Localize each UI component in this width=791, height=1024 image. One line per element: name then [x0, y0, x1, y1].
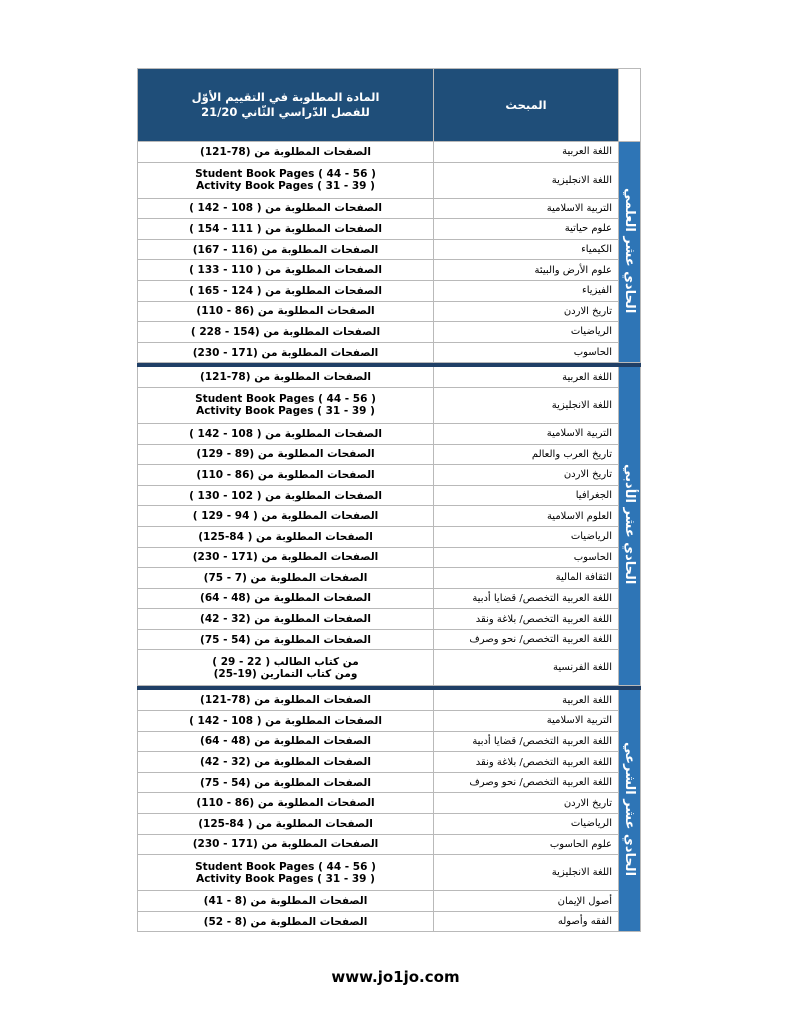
subject-cell: الحاسوب — [434, 342, 619, 363]
required-pages-text: الصفحات المطلوبة من (8 - 41) — [203, 895, 368, 908]
table-row — [138, 162, 641, 198]
website-footer: www.jo1jo.com — [331, 968, 460, 986]
subject-cell: اللغة الفرنسية — [434, 650, 619, 686]
required-pages-cell — [138, 367, 434, 388]
table-row — [138, 568, 641, 589]
table-row — [138, 855, 641, 891]
required-pages-text: ومن كتاب التمارين (19-25) — [213, 667, 358, 680]
required-pages-cell — [138, 444, 434, 465]
table-row — [138, 142, 641, 163]
subject-cell: اللغة العربية التخصص/ قضايا أدبية — [434, 588, 619, 609]
required-pages-text: الصفحات المطلوبة من (154 - 228 ) — [190, 325, 381, 338]
required-pages-cell — [138, 506, 434, 527]
subject-cell: اللغة العربية التخصص/ نحو وصرف — [434, 772, 619, 793]
required-pages-cell — [138, 142, 434, 163]
subject-cell: العلوم الاسلامية — [434, 506, 619, 527]
subject-header: المبحث — [434, 69, 619, 142]
required-pages-text: الصفحات المطلوبة من (86 - 110) — [196, 468, 375, 481]
required-pages-cell — [138, 752, 434, 773]
subject-cell: تاريخ الاردن — [434, 793, 619, 814]
table-row — [138, 280, 641, 301]
subject-cell: الرياضيات — [434, 814, 619, 835]
required-pages-text: Activity Book Pages ( 31 - 39 ) — [196, 872, 375, 885]
subject-cell: اللغة الانجليزية — [434, 387, 619, 423]
subject-cell: الفيزياء — [434, 280, 619, 301]
grade-label: الحادي عشر الشرعي — [622, 741, 637, 876]
required-material-header-line2: للفصل الدّراسي الثّاني 21/20 — [201, 105, 370, 119]
required-pages-text: الصفحات المطلوبة من (116 - 167) — [192, 243, 379, 256]
subject-cell: الفقه وأصوله — [434, 911, 619, 932]
required-pages-cell — [138, 465, 434, 486]
subject-cell: اللغة العربية — [434, 690, 619, 711]
required-pages-text: الصفحات المطلوبة من ( 84-125) — [198, 530, 373, 543]
subject-cell: تاريخ الاردن — [434, 465, 619, 486]
table-row — [138, 260, 641, 281]
required-pages-cell — [138, 387, 434, 423]
required-pages-cell — [138, 239, 434, 260]
required-pages-cell — [138, 609, 434, 630]
required-pages-text: الصفحات المطلوبة من ( 108 - 142 ) — [189, 714, 382, 727]
table-row — [138, 485, 641, 506]
subject-cell: تاريخ الاردن — [434, 301, 619, 322]
required-pages-cell — [138, 711, 434, 732]
table-row — [138, 629, 641, 650]
table-row — [138, 423, 641, 444]
required-pages-cell — [138, 322, 434, 343]
grade-header-blank — [619, 69, 641, 142]
table-row — [138, 650, 641, 686]
required-pages-text: الصفحات المطلوبة من ( 108 - 142 ) — [189, 202, 382, 215]
table-row — [138, 752, 641, 773]
required-pages-text: الصفحات المطلوبة من (86 - 110) — [196, 797, 375, 810]
table-row — [138, 465, 641, 486]
required-material-header-line1: المادة المطلوبة في التقييم الأوّل — [191, 90, 380, 104]
required-pages-cell — [138, 280, 434, 301]
subject-cell: الحاسوب — [434, 547, 619, 568]
required-pages-text: Activity Book Pages ( 31 - 39 ) — [196, 180, 375, 193]
subject-cell: اللغة العربية — [434, 142, 619, 163]
subject-cell: علوم الأرض والبيئة — [434, 260, 619, 281]
required-pages-cell — [138, 526, 434, 547]
required-pages-cell — [138, 731, 434, 752]
required-pages-cell — [138, 588, 434, 609]
required-pages-cell — [138, 772, 434, 793]
required-pages-text: الصفحات المطلوبة من (8 - 52) — [203, 915, 368, 928]
required-pages-cell — [138, 814, 434, 835]
table-row — [138, 690, 641, 711]
table-row — [138, 609, 641, 630]
table-row — [138, 891, 641, 912]
subject-cell: علوم حياتية — [434, 219, 619, 240]
table-row — [138, 301, 641, 322]
required-pages-text: الصفحات المطلوبة من (48 - 64) — [200, 735, 371, 748]
required-pages-text: Student Book Pages ( 44 - 56 ) — [195, 860, 376, 873]
table-header-row — [138, 69, 641, 142]
table-row — [138, 711, 641, 732]
required-pages-text: الصفحات المطلوبة من (171 - 230) — [192, 346, 379, 359]
grade-label-cell — [619, 367, 641, 686]
table-row — [138, 547, 641, 568]
table-row — [138, 772, 641, 793]
required-pages-cell — [138, 834, 434, 855]
table-row — [138, 526, 641, 547]
table-row — [138, 588, 641, 609]
required-pages-text: الصفحات المطلوبة من (78-121) — [200, 694, 371, 707]
grade-label: الحادي عشر العلمي — [622, 187, 637, 313]
required-material-header — [138, 69, 434, 142]
required-pages-text: Activity Book Pages ( 31 - 39 ) — [196, 405, 375, 418]
subject-cell: الجغرافيا — [434, 485, 619, 506]
subject-cell: تاريخ العرب والعالم — [434, 444, 619, 465]
required-pages-text: الصفحات المطلوبة من (171 - 230) — [192, 838, 379, 851]
table-row — [138, 814, 641, 835]
table-row — [138, 444, 641, 465]
subject-cell: الكيمياء — [434, 239, 619, 260]
required-pages-cell — [138, 547, 434, 568]
subject-cell: التربية الاسلامية — [434, 198, 619, 219]
required-pages-cell — [138, 260, 434, 281]
subject-cell: التربية الاسلامية — [434, 711, 619, 732]
required-pages-text: الصفحات المطلوبة من ( 84-125) — [198, 817, 373, 830]
table-row — [138, 387, 641, 423]
required-pages-text: الصفحات المطلوبة من (171 - 230) — [192, 551, 379, 564]
required-pages-text: الصفحات المطلوبة من ( 94 - 129 ) — [192, 510, 379, 523]
subject-cell: أصول الإيمان — [434, 891, 619, 912]
required-pages-text: الصفحات المطلوبة من ( 102 - 130 ) — [189, 489, 382, 502]
subject-cell: اللغة الانجليزية — [434, 855, 619, 891]
required-pages-cell — [138, 911, 434, 932]
required-pages-text: الصفحات المطلوبة من (54 - 75) — [200, 633, 371, 646]
subject-cell: الثقافة المالية — [434, 568, 619, 589]
required-pages-cell — [138, 650, 434, 686]
subject-cell: الرياضيات — [434, 526, 619, 547]
grade-label-cell — [619, 690, 641, 932]
required-pages-cell — [138, 855, 434, 891]
required-pages-cell — [138, 568, 434, 589]
required-pages-cell — [138, 342, 434, 363]
subject-cell: اللغة العربية التخصص/ بلاغة ونقد — [434, 752, 619, 773]
required-pages-text: الصفحات المطلوبة من (78-121) — [200, 371, 371, 384]
required-pages-text: Student Book Pages ( 44 - 56 ) — [195, 393, 376, 406]
table-row — [138, 239, 641, 260]
required-pages-text: الصفحات المطلوبة من ( 124 - 165 ) — [189, 284, 382, 297]
required-pages-text: الصفحات المطلوبة من (7 - 75) — [203, 571, 368, 584]
table-row — [138, 793, 641, 814]
required-pages-cell — [138, 793, 434, 814]
table-row — [138, 911, 641, 932]
subject-cell: اللغة العربية التخصص/ بلاغة ونقد — [434, 609, 619, 630]
table-row — [138, 219, 641, 240]
subject-cell: اللغة العربية — [434, 367, 619, 388]
subject-cell: اللغة العربية التخصص/ نحو وصرف — [434, 629, 619, 650]
required-pages-cell — [138, 301, 434, 322]
table-row — [138, 731, 641, 752]
grade-label-cell — [619, 142, 641, 363]
exam-material-table — [137, 68, 641, 932]
required-pages-text: Student Book Pages ( 44 - 56 ) — [195, 168, 376, 181]
required-pages-text: الصفحات المطلوبة من ( 110 - 133 ) — [189, 264, 382, 277]
table-row — [138, 506, 641, 527]
required-pages-text: الصفحات المطلوبة من (48 - 64) — [200, 592, 371, 605]
subject-cell: التربية الاسلامية — [434, 423, 619, 444]
required-pages-text: الصفحات المطلوبة من (32 - 42) — [200, 613, 371, 626]
subject-cell: اللغة الانجليزية — [434, 162, 619, 198]
required-pages-cell — [138, 485, 434, 506]
required-pages-text: الصفحات المطلوبة من (54 - 75) — [200, 776, 371, 789]
table-row — [138, 198, 641, 219]
subject-cell: علوم الحاسوب — [434, 834, 619, 855]
required-pages-cell — [138, 690, 434, 711]
required-pages-text: الصفحات المطلوبة من ( 111 - 154 ) — [189, 222, 382, 235]
table-row — [138, 342, 641, 363]
required-pages-text: الصفحات المطلوبة من (32 - 42) — [200, 756, 371, 769]
table-row — [138, 367, 641, 388]
subject-cell: الرياضيات — [434, 322, 619, 343]
required-pages-cell — [138, 891, 434, 912]
subject-cell: اللغة العربية التخصص/ قضايا أدبية — [434, 731, 619, 752]
required-pages-text: من كتاب الطالب ( 22 - 29 ) — [212, 655, 359, 668]
table-row — [138, 834, 641, 855]
required-pages-cell — [138, 629, 434, 650]
required-pages-cell — [138, 162, 434, 198]
required-pages-cell — [138, 423, 434, 444]
required-pages-cell — [138, 198, 434, 219]
table-row — [138, 322, 641, 343]
required-pages-cell — [138, 219, 434, 240]
required-pages-text: الصفحات المطلوبة من ( 108 - 142 ) — [189, 427, 382, 440]
required-pages-text: الصفحات المطلوبة من (86 - 110) — [196, 305, 375, 318]
required-pages-text: الصفحات المطلوبة من (78-121) — [200, 145, 371, 158]
required-pages-text: الصفحات المطلوبة من (89 - 129) — [196, 448, 375, 461]
grade-label: الحادي عشر الأدبي — [622, 464, 637, 585]
